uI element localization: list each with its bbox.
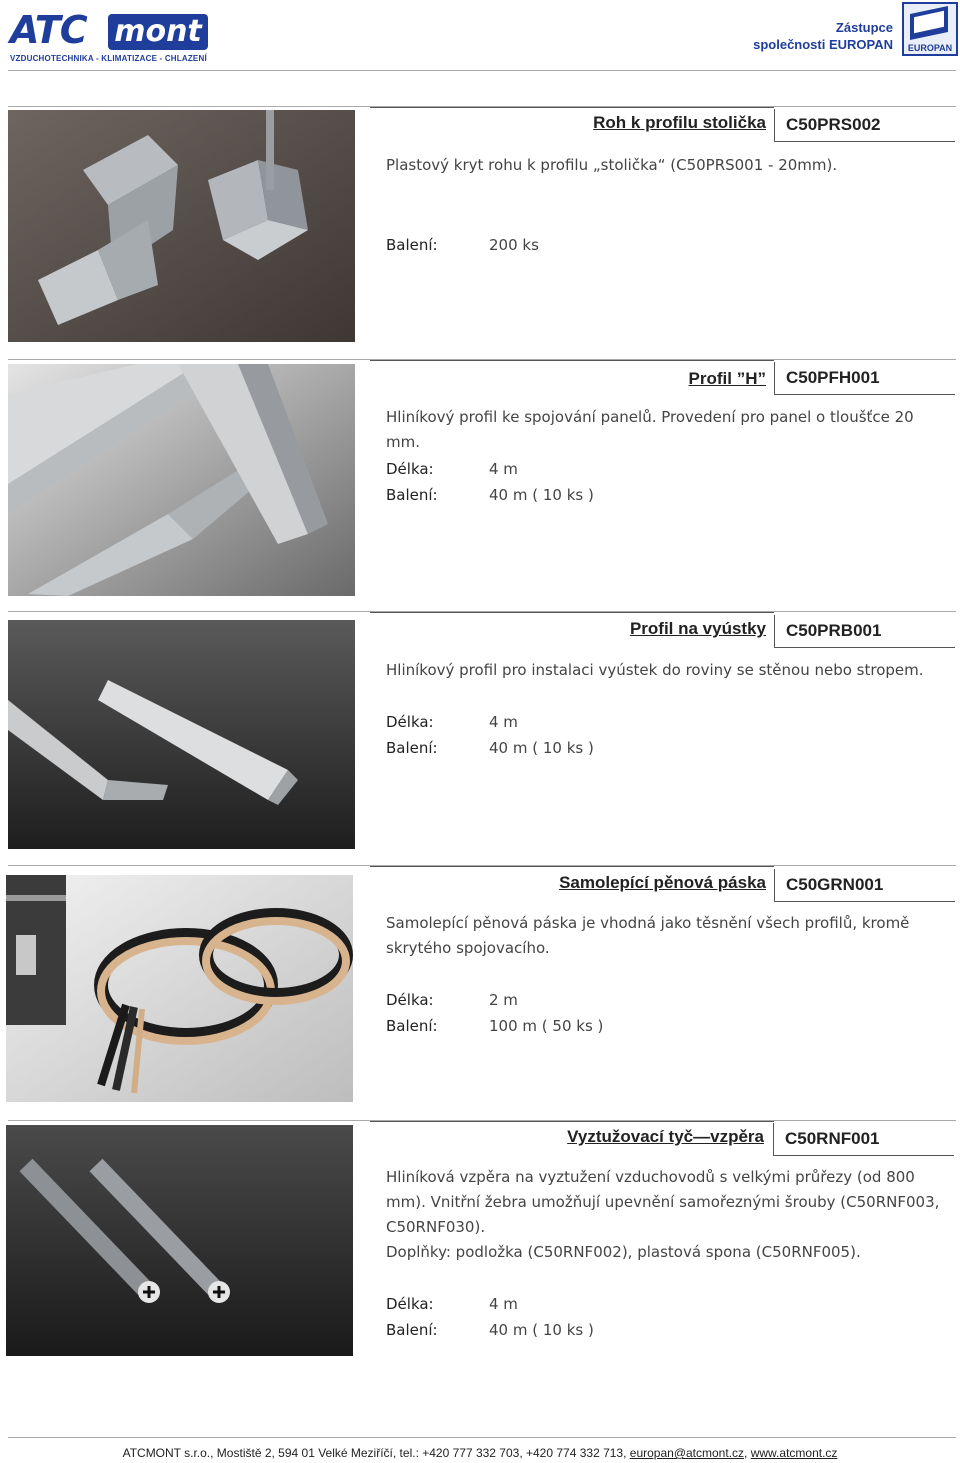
europan-logo-text: EUROPAN	[907, 43, 953, 53]
product-code-box	[774, 109, 955, 142]
product-photo-profil-h	[8, 364, 355, 596]
delka-value: 4 m	[489, 713, 518, 731]
atcmont-logo[interactable]	[8, 8, 218, 66]
product-code-box	[774, 615, 955, 648]
title-rule	[370, 612, 774, 613]
delka-label: Délka:	[386, 460, 434, 478]
baleni-value: 40 m ( 10 ks )	[489, 1321, 594, 1339]
baleni-label: Balení:	[386, 1017, 438, 1035]
logo-tagline: VZDUCHOTECHNIKA - KLIMATIZACE - CHLAZENÍ	[10, 54, 207, 63]
baleni-value: 200 ks	[489, 236, 539, 254]
title-rule	[370, 360, 774, 361]
product-photo-vyustky	[8, 620, 355, 849]
logo-text-mont: mont	[108, 14, 208, 50]
page-header	[0, 0, 960, 72]
product-description: Hliníková vzpěra na vyztužení vzduchovodů s velkými průřezy (od 800 mm). Vnitřní žebra umožňují upevnění samořeznými šrouby (C50RNF003, C50RNF030).	[386, 1168, 940, 1236]
footer-company: ATCMONT s.r.o., Mostiště 2, 594 01 Velké Meziříčí, tel.: +420 777 332 703, +420 774 332 713,	[122, 1446, 627, 1460]
product-description: Hliníkový profil pro instalaci vyústek do roviny se stěnou nebo stropem.	[386, 661, 924, 679]
rep-line-2: společnosti EUROPAN	[753, 37, 893, 52]
baleni-label: Balení:	[386, 486, 438, 504]
baleni-label: Balení:	[386, 739, 438, 757]
rep-line-1: Zástupce	[835, 20, 893, 35]
product-code-box	[774, 869, 955, 902]
europan-logo[interactable]	[902, 2, 958, 56]
delka-label: Délka:	[386, 991, 434, 1009]
product-title: Profil ”H”	[688, 369, 766, 388]
title-rule	[370, 866, 774, 867]
delka-label: Délka:	[386, 713, 434, 731]
product-photo-roh	[8, 110, 355, 342]
baleni-label: Balení:	[386, 1321, 438, 1339]
product-description: Samolepící pěnová páska je vhodná jako těsnění všech profilů, kromě skrytého spojovacího.	[386, 914, 910, 957]
baleni-value: 100 m ( 50 ks )	[489, 1017, 604, 1035]
product-code-box	[774, 362, 955, 395]
footer-web-link[interactable]: www.atcmont.cz	[750, 1446, 838, 1460]
footer-divider	[8, 1437, 956, 1438]
product-title: Vyztužovací tyč—vzpěra	[567, 1127, 764, 1146]
product-code: C50RNF001	[785, 1129, 880, 1148]
product-title: Samolepící pěnová páska	[559, 873, 766, 892]
product-title: Profil na vyústky	[629, 619, 766, 638]
delka-value: 4 m	[489, 460, 518, 478]
product-photo-paska	[6, 875, 353, 1102]
baleni-value: 40 m ( 10 ks )	[489, 486, 594, 504]
product-description: Plastový kryt rohu k profilu „stolička“ (C50PRS001 - 20mm).	[386, 156, 838, 174]
product-accessories: Doplňky: podložka (C50RNF002), plastová spona (C50RNF005).	[386, 1243, 861, 1261]
product-photo-vzpera	[6, 1125, 353, 1356]
delka-value: 2 m	[489, 991, 518, 1009]
product-code: C50GRN001	[786, 875, 884, 894]
representative-note	[753, 19, 893, 53]
baleni-label: Balení:	[386, 236, 438, 254]
header-divider	[8, 70, 956, 71]
baleni-value: 40 m ( 10 ks )	[489, 739, 594, 757]
delka-value: 4 m	[489, 1295, 518, 1313]
logo-text: ATC	[10, 8, 87, 52]
product-code: C50PRS002	[786, 115, 881, 134]
title-rule	[370, 107, 774, 108]
product-code: C50PFH001	[786, 368, 880, 387]
title-rule	[370, 1121, 774, 1122]
footer-email-link[interactable]: europan@atcmont.cz	[629, 1446, 745, 1460]
product-code: C50PRB001	[786, 621, 882, 640]
product-description: Hliníkový profil ke spojování panelů. Provedení pro panel o tloušťce 20 mm.	[386, 408, 914, 451]
product-title: Roh k profilu stolička	[593, 113, 766, 132]
product-code-box	[773, 1123, 954, 1156]
footer-separator: ,	[744, 1446, 748, 1460]
page-footer	[0, 1446, 960, 1460]
delka-label: Délka:	[386, 1295, 434, 1313]
